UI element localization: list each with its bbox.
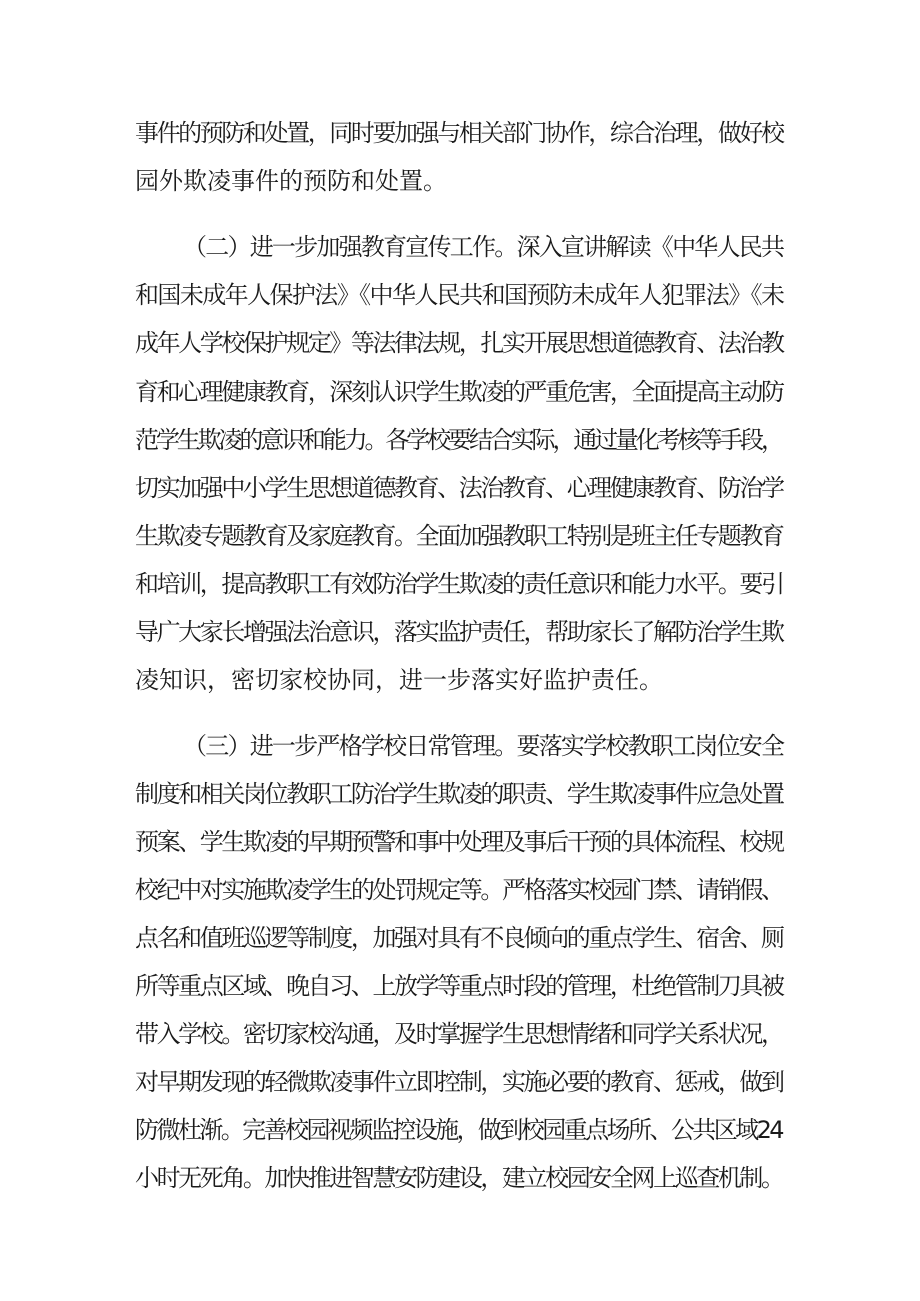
text-line: 校纪中对实施欺凌学生的处罚规定等。严格落实校园门禁、请销假、 bbox=[135, 876, 783, 904]
paragraph-heading-3: （三）进一步严格学校日常管理。要落实学校教职工岗位安全 bbox=[183, 732, 784, 760]
text-line: 生欺凌专题教育及家庭教育。全面加强教职工特别是班主任专题教育 bbox=[135, 522, 783, 550]
paragraph-heading-2: （二）进一步加强教育宣传工作。深入宣讲解读《中华人民共 bbox=[183, 233, 784, 261]
text-line: 预案、学生欺凌的早期预警和事中处理及事后干预的具体流程、校规 bbox=[135, 828, 783, 856]
text-line: 和培训，提高教职工有效防治学生欺凌的责任意识和能力水平。要引 bbox=[135, 570, 783, 598]
text-line: 和国未成年人保护法》《中华人民共和国预防未成年人犯罪法》《未 bbox=[135, 281, 784, 309]
text-line: 对早期发现的轻微欺凌事件立即控制，实施必要的教育、惩戒，做到 bbox=[135, 1068, 783, 1096]
text-line: 凌知识，密切家校协同，进一步落实好监护责任。 bbox=[135, 666, 663, 694]
text-line: 小时无死角。加快推进智慧安防建设，建立校园安全网上巡查机制。 bbox=[135, 1164, 783, 1192]
text-line: 园外欺凌事件的预防和处置。 bbox=[135, 167, 447, 195]
text-line: 防微杜渐。完善校园视频监控设施，做到校园重点场所、公共区域24 bbox=[135, 1116, 782, 1144]
text-line: 切实加强中小学生思想道德教育、法治教育、心理健康教育、防治学 bbox=[135, 474, 783, 502]
text-line: 带入学校。密切家校沟通，及时掌握学生思想情绪和同学关系状况， bbox=[135, 1020, 783, 1048]
text-line: 事件的预防和处置，同时要加强与相关部门协作，综合治理，做好校 bbox=[135, 119, 783, 147]
text-line: 育和心理健康教育，深刻认识学生欺凌的严重危害，全面提高主动防 bbox=[135, 378, 783, 406]
text-line: 所等重点区域、晚自习、上放学等重点时段的管理，杜绝管制刀具被 bbox=[135, 972, 783, 1000]
text-line: 制度和相关岗位教职工防治学生欺凌的职责、学生欺凌事件应急处置 bbox=[135, 780, 783, 808]
text-line: 点名和值班巡逻等制度，加强对具有不良倾向的重点学生、宿舍、厕 bbox=[135, 924, 783, 952]
text-line: 范学生欺凌的意识和能力。各学校要结合实际，通过量化考核等手段， bbox=[135, 426, 782, 454]
text-line: 导广大家长增强法治意识，落实监护责任，帮助家长了解防治学生欺 bbox=[135, 618, 783, 646]
text-line: 成年人学校保护规定》等法律法规，扎实开展思想道德教育、法治教 bbox=[135, 329, 783, 357]
